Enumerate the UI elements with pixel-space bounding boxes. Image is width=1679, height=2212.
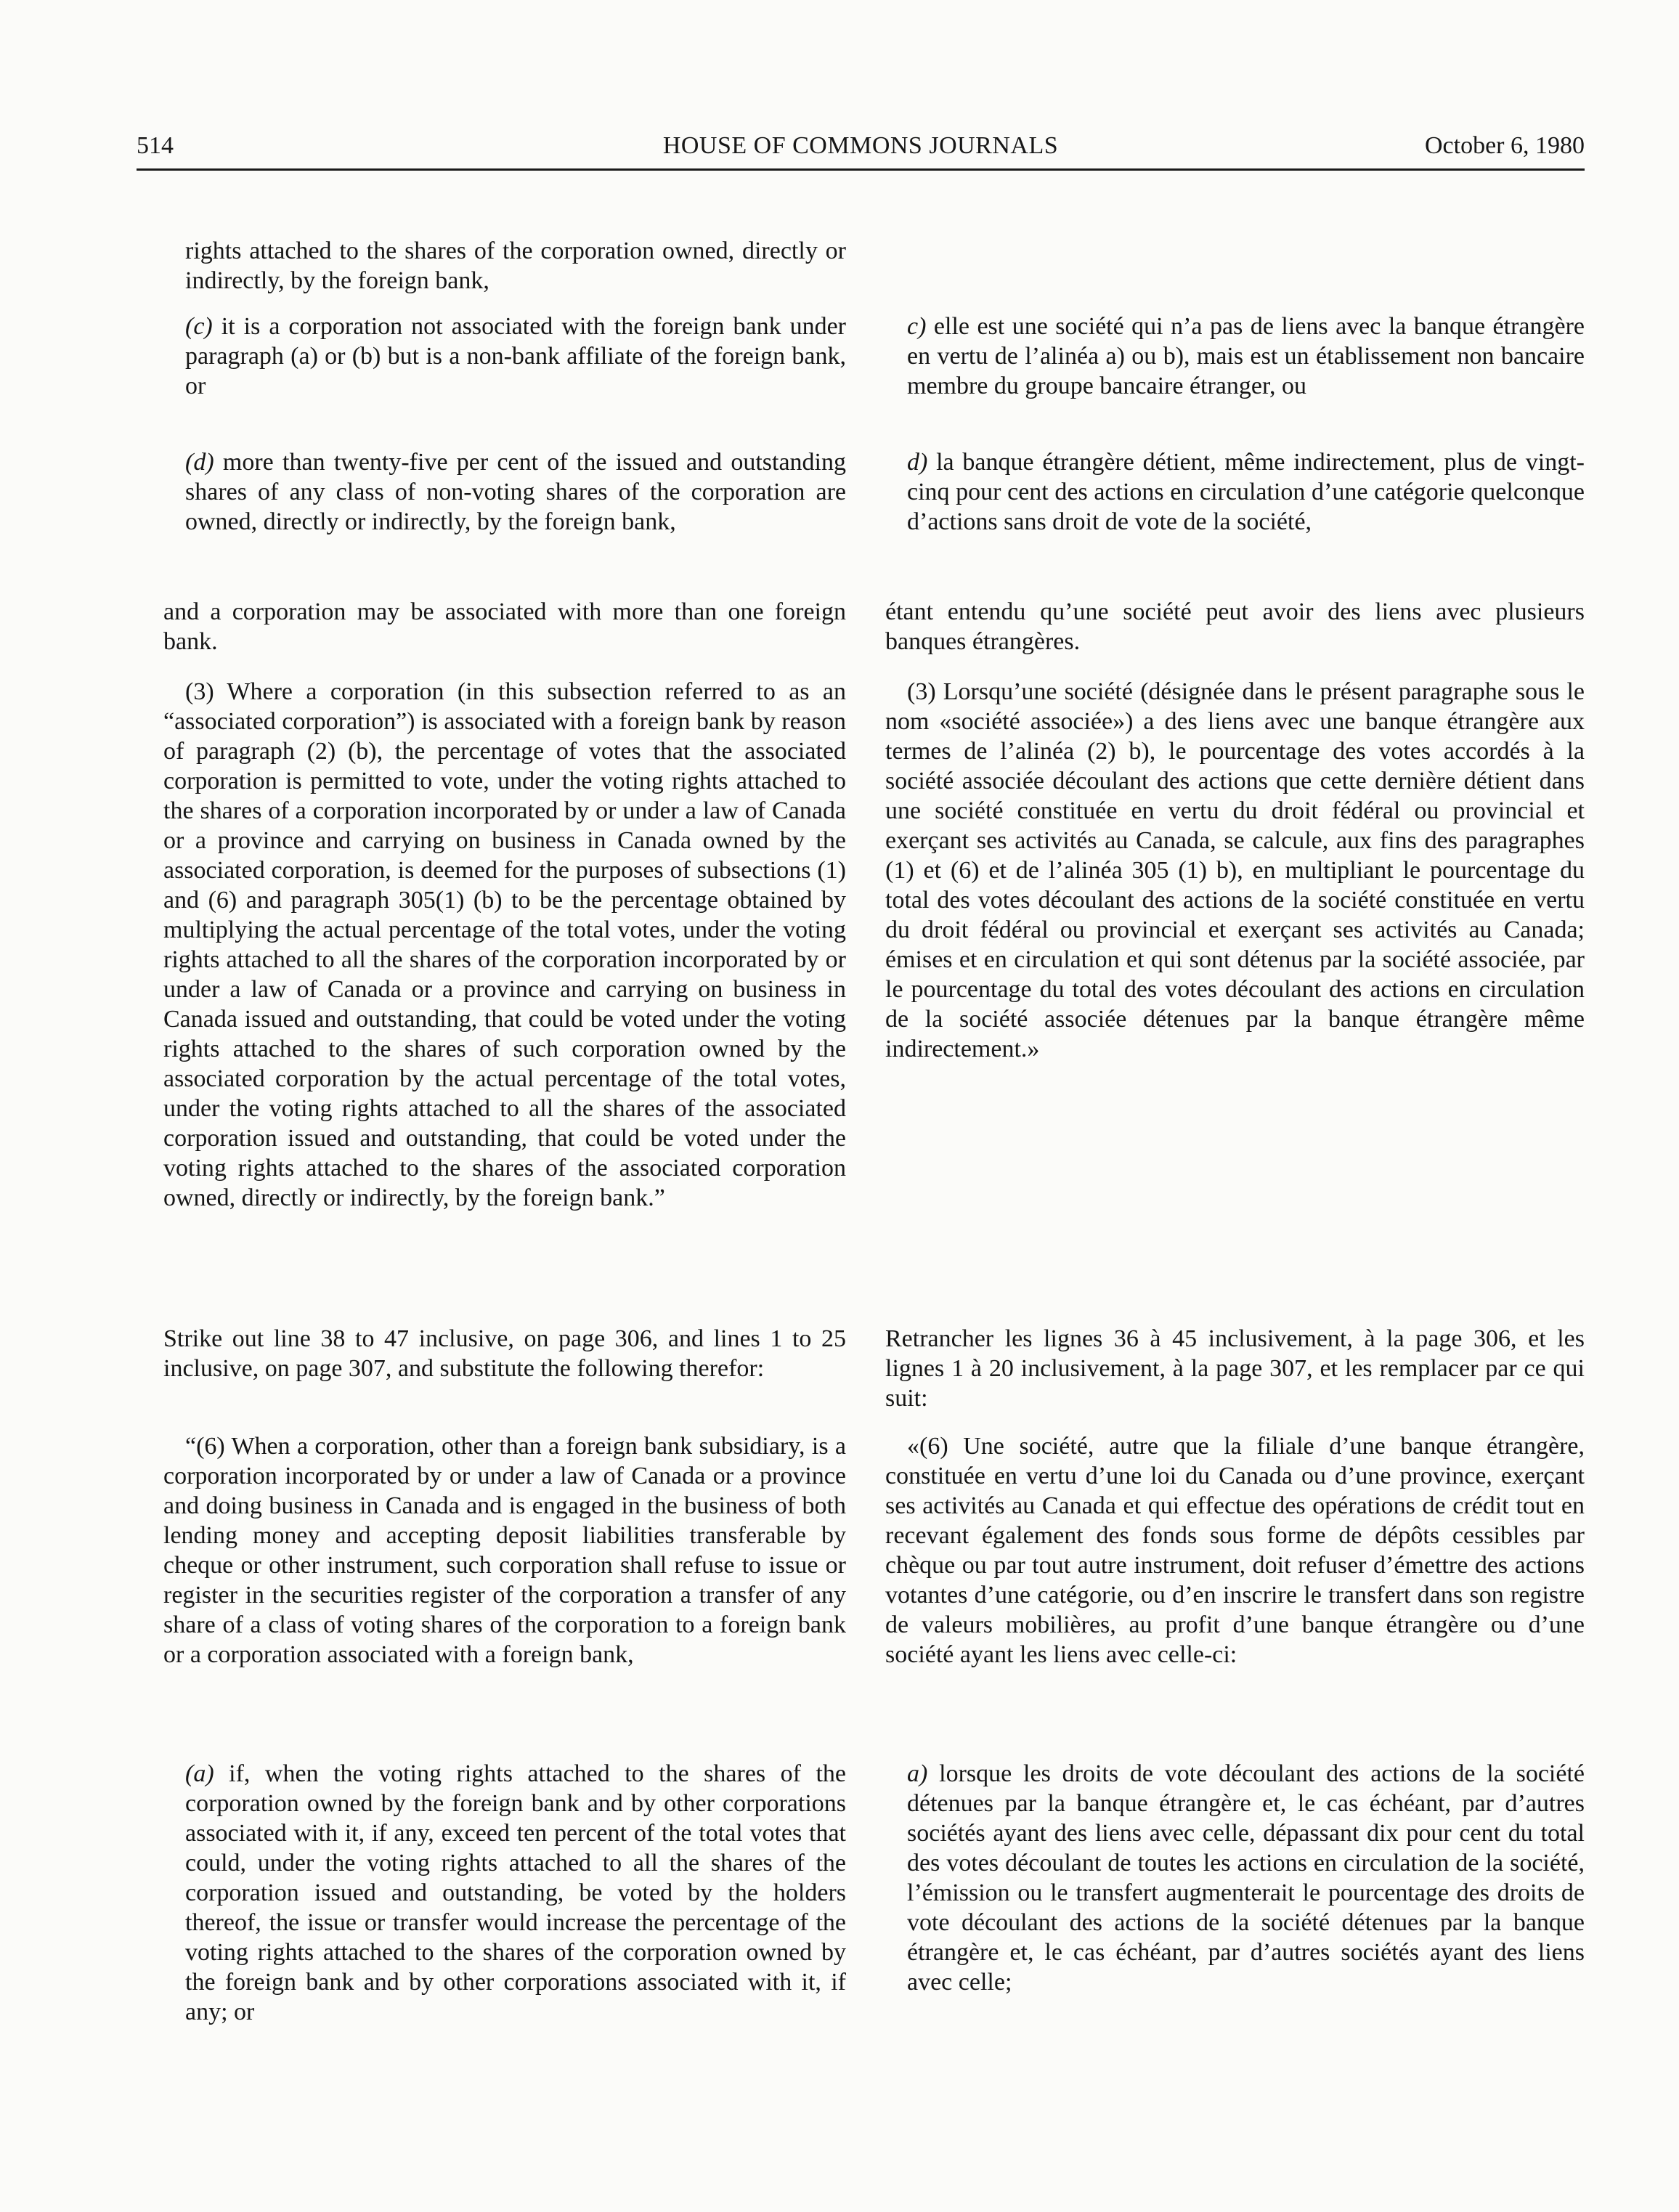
fr-clause-a [907,1759,1585,1997]
running-header [137,132,1585,171]
en-clause-d-label: (d) [185,449,214,476]
en-subsection-3: (3) Where a corporation (in this subsection referred to as an “associated corporation”) is associated with a foreign bank by reason of paragraph (2) (b), the percentage of votes that the associated corporation is permitted to vote, under the voting rights attached to the shares of a corporation incorporated by or under a law of Canada or a province and carrying on business in Canada owned by the associated corporation, is deemed for the purposes of subsections (1) and (6) and paragraph 305(1) (b) to be the percentage obtained by multiplying the actual percentage of the total votes, under the voting rights attached to all the shares of the corporation incorporated by or under a law of Canada or a province and carrying on business in Canada issued and outstanding, that could be voted under the voting rights attached to the shares of such corporation owned by the associated corporation by the actual percentage of the total votes, under the voting rights attached to all the shares of the associated corporation issued and outstanding, that could be voted under the voting rights attached to the shares of the associated corporation owned, directly or indirectly, by the foreign bank.” [163,678,846,1211]
en-paragraph-and-associated: and a corporation may be associated with more than one foreign bank. [163,598,846,655]
fr-clause-a-text: lorsque les droits de vote découlant des actions de la société détenues par la banque étrangère et, le cas échéant, par d’autres sociétés ayant des liens avec celle, dépassant dix pour cent du total des votes découlant de toutes les actions en circulation de la société, l’émission ou le transfert augmenterait le pourcentage des droits de vote découlant des actions de la société détenues par la banque étrangère et, le cas échéant, par d’autres sociétés ayant des liens avec celle; [907,1760,1585,1996]
journal-title: HOUSE OF COMMONS JOURNALS [662,132,1059,159]
en-clause-a [185,1759,846,2027]
en-clause-a-text: if, when the voting rights attached to the shares of the corporation owned by the foreign bank and by other corporations associated with it, if any, exceed ten percent of the total votes that could, under the voting rights attached to all the shares of the corporation issued and outstanding, be voted by the holders thereof, the issue or transfer would increase the percentage of the voting rights attached to the shares of the corporation owned by the foreign bank and by other corporations associated with it, if any; or [185,1760,846,2025]
fr-clause-d [907,447,1585,537]
fr-clause-c [907,312,1585,401]
en-clause-c-text: it is a corporation not associated with the foreign bank under paragraph (a) or (b) but is a non-bank affiliate of the foreign bank, or [185,313,846,399]
header-date: October 6, 1980 [1424,132,1585,159]
fr-paragraph-etant-entendu: étant entendu qu’une société peut avoir des liens avec plusieurs banques étrangères. [885,598,1585,655]
en-clause-d [185,447,846,537]
fr-clause-d-label: d) [907,449,928,476]
fr-subsection-6: «(6) Une société, autre que la filiale d’une banque étrangère, constituée en vertu d’une loi du Canada ou d’une province, exerçant ses activités au Canada et qui effectue des opérations de crédit tout en recevant également des fonds sous forme de dépôts cessibles par chèque ou par tout autre instrument, doit refuser d’émettre des actions votantes d’une catégorie, ou d’en inscrire le transfert dans son registre de valeurs mobilières, au profit d’une banque étrangère ou d’une société ayant les liens avec celle-ci: [885,1433,1585,1668]
fr-retrancher-instruction: Retrancher les lignes 36 à 45 inclusivement, à la page 306, et les lignes 1 à 20 inclusivement, à la page 307, et les remplacer par ce qui suit: [885,1325,1585,1412]
fr-clause-d-text: la banque étrangère détient, même indirectement, plus de vingt-cinq pour cent des actions en circulation d’une catégorie quelconque d’actions sans droit de vote de la société, [907,449,1585,535]
en-clause-c [185,312,846,401]
en-strike-out-instruction: Strike out line 38 to 47 inclusive, on page 306, and lines 1 to 25 inclusive, on page 307, and substitute the following therefor: [163,1325,846,1382]
en-paragraph-rights-attached: rights attached to the shares of the corporation owned, directly or indirectly, by the foreign bank, [185,237,846,294]
fr-clause-c-text: elle est une société qui n’a pas de liens avec la banque étrangère en vertu de l’alinéa a) ou b), mais est un établissement non bancaire membre du groupe bancaire étranger, ou [907,313,1585,399]
en-clause-a-label: (a) [185,1760,214,1787]
page-number: 514 [137,132,174,159]
fr-clause-c-label: c) [907,313,927,340]
fr-clause-a-label: a) [907,1760,928,1787]
en-subsection-6: “(6) When a corporation, other than a foreign bank subsidiary, is a corporation incorporated by or under a law of Canada or a province and doing business in Canada and is engaged in the business of both lending money and accepting deposit liabilities transferable by cheque or other instrument, such corporation shall refuse to issue or register in the securities register of the corporation a transfer of any share of a class of voting shares of the corporation to a foreign bank or a corporation associated with a foreign bank, [163,1433,846,1668]
fr-subsection-3: (3) Lorsqu’une société (désignée dans le présent paragraphe sous le nom «société associée») a des liens avec une banque étrangère aux termes de l’alinéa (2) b), le pourcentage des votes accordés à la société associée découlant des actions que cette dernière détient dans une société constituée en vertu du droit fédéral ou provincial et exerçant ses activités au Canada, se calcule, aux fins des paragraphes (1) et (6) et de l’alinéa 305 (1) b), en multipliant le pourcentage du total des votes découlant des actions de la société constituée en vertu du droit fédéral ou provincial et exerçant ses activités au Canada; émises et en circulation et qui sont détenus par la société associée, par le pourcentage du total des votes découlant des actions en circulation de la société associée détenues par la banque étrangère même indirectement.» [885,678,1585,1062]
en-clause-c-label: (c) [185,313,213,340]
en-clause-d-text: more than twenty-five per cent of the issued and outstanding shares of any class of non-voting shares of the corporation are owned, directly or indirectly, by the foreign bank, [185,449,846,535]
